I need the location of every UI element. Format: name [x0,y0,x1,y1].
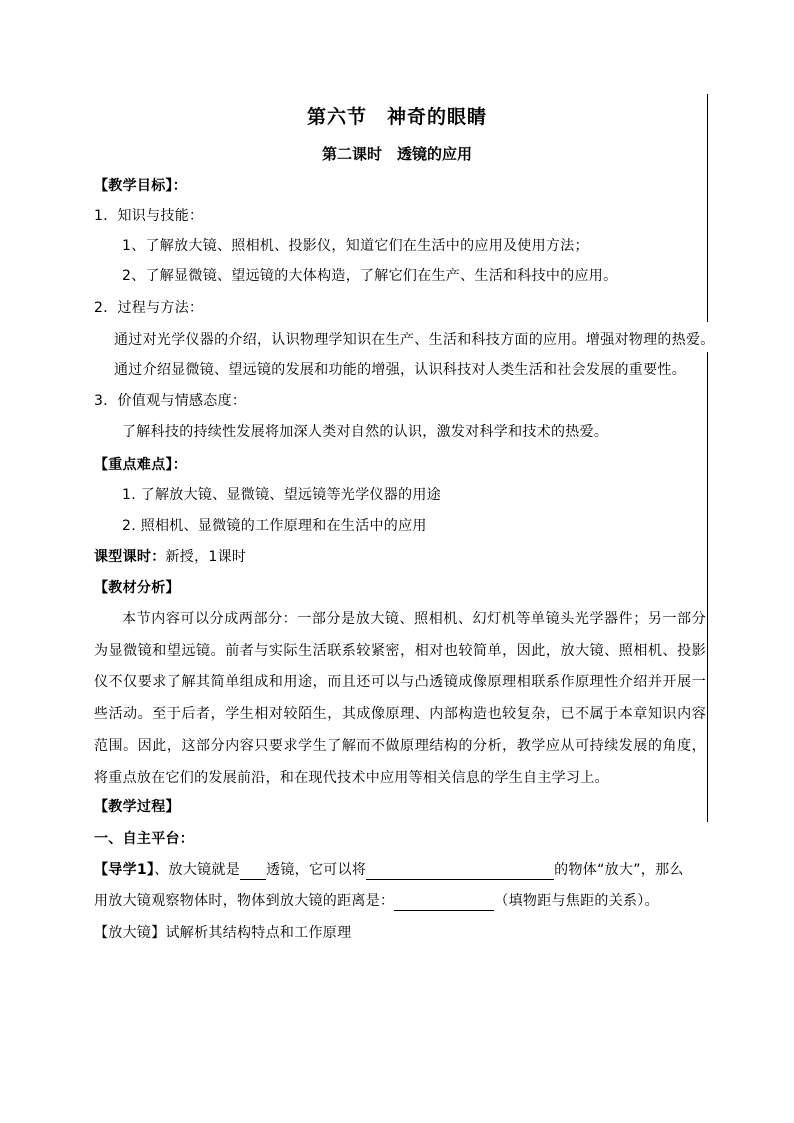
blank-object-size[interactable] [366,864,554,880]
guide-1-text-b: 透镜，它可以将 [266,862,367,878]
magnifier-text: 试解析其结构特点和工作原理 [165,925,352,941]
guide-1-text-c: 的物体“放大”，那么 [554,862,684,878]
magnifier-line [94,923,351,943]
process-method-item-1: 通过对光学仪器的介绍，认识物理学知识在生产、生活和科技方面的应用。增强对物理的热爱。 [114,332,715,348]
analysis-paragraph: 本节内容可以分成两部分：一部分是放大镜、照相机、幻灯机等单镜头光学器件；另一部分为显微镜和望远镜。前者与实际生活联系较紧密，相对也较简单，因此，放大镜、照相机、投影仪不仅要求了解其简单组成和用途，而且还可以与凸透镜成像原理相联系作原理性介绍并开展一些活动。至于后者，学生相对较陌生，其成像原理、内部构造也较复杂，已不属于本章知识内容范围。因此，这部分内容只要求学生了解而不做原理结构的分析，教学应从可持续发展的角度，将重点放在它们的发展前沿，和在现代技术中应用等相关信息的学生自主学习上。 [94,611,706,786]
blank-lens-type[interactable] [240,864,266,880]
lesson-type-label: 课型课时： [94,549,166,565]
process-method-label: 2．过程与方法： [94,300,204,316]
knowledge-label: 1．知识与技能： [94,208,204,224]
process-heading: 【教学过程】 [94,799,180,815]
guide-1-line-1 [94,860,684,880]
lesson-type [94,547,246,567]
magnifier-label: 【放大镜】 [94,925,166,941]
guide-1-label: 【导学1】 [94,862,155,878]
process-method-item-2: 通过介绍显微镜、望远镜的发展和功能的增强，认识科技对人类生活和社会发展的重要性。 [114,362,686,378]
knowledge-item-2: 2、了解显微镜、望远镜的大体构造，了解它们在生产、生活和科技中的应用。 [122,268,618,284]
analysis-heading: 【教材分析】 [94,580,180,596]
key-point-item-1: 1. 了解放大镜、显微镜、望远镜等光学仪器的用途 [122,487,442,503]
key-point-item-2: 2. 照相机、显微镜的工作原理和在生活中的应用 [122,518,427,534]
values-label: 3．价值观与情感态度： [94,393,247,409]
guide-1-text-e: （填物距与焦距的关系）。 [494,893,659,909]
key-points-heading: 【重点难点】： [94,457,188,473]
guide-1-text-a: 、放大镜就是 [154,862,241,878]
knowledge-item-1: 1、了解放大镜、照相机、投影仪，知道它们在生活中的应用及使用方法； [122,238,589,254]
guide-1-text-d: 用放大镜观察物体时，物体到放大镜的距离是： [94,893,395,909]
lesson-type-value: 新授，1课时 [165,549,247,565]
values-item-1: 了解科技的持续性发展将加深人类对自然的认识，激发对科学和技术的热爱。 [122,424,609,440]
page-subtitle: 第二课时 透镜的应用 [321,145,472,163]
guide-1-line-2 [94,891,659,911]
blank-object-distance[interactable] [394,895,494,911]
section-1-heading: 一、自主平台： [94,831,195,847]
objectives-heading: 【教学目标】： [94,178,188,194]
margin-line-bottom [707,352,708,822]
page-title: 第六节 神奇的眼睛 [306,106,487,128]
